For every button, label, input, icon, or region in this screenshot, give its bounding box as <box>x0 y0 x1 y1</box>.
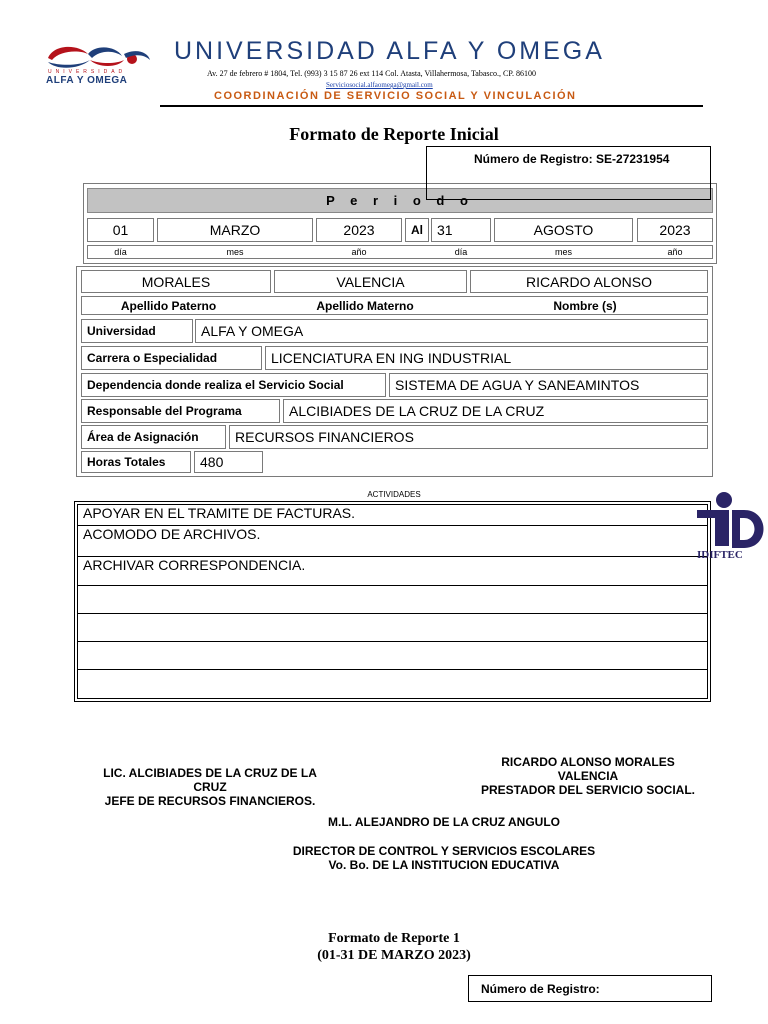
activity-row-4[interactable] <box>78 586 707 614</box>
apellido-paterno-field[interactable]: MORALES <box>81 270 271 293</box>
dependencia-label: Dependencia donde realiza el Servicio Social <box>81 373 386 397</box>
apellido-materno-label: Apellido Materno <box>316 298 414 313</box>
university-name: UNIVERSIDAD ALFA Y OMEGA <box>174 37 605 65</box>
university-email-link[interactable]: Serviciosocial.alfaomega@gmail.com <box>326 81 433 89</box>
apellido-paterno-label: Apellido Paterno <box>120 298 217 313</box>
activity-row-3[interactable]: ARCHIVAR CORRESPONDENCIA. <box>78 557 707 586</box>
activity-row-1[interactable]: APOYAR EN EL TRAMITE DE FACTURAS. <box>78 505 707 526</box>
area-label: Área de Asignación <box>81 425 226 449</box>
registro-number: Número de Registro: SE-27231954 <box>474 152 670 166</box>
logo-small-text: UNIVERSIDAD <box>48 69 127 75</box>
horas-label: Horas Totales <box>81 451 191 473</box>
footer-title-block <box>244 930 544 964</box>
caption-dia-end: día <box>454 247 468 257</box>
carrera-field[interactable]: LICENCIATURA EN ING INDUSTRIAL <box>265 346 708 370</box>
al-label: Al <box>405 218 429 242</box>
signature-center-role-line-2: Vo. Bo. DE LA INSTITUCION EDUCATIVA <box>328 858 560 872</box>
start-month-field[interactable]: MARZO <box>157 218 313 242</box>
signature-left-line-3: JEFE DE RECURSOS FINANCIEROS. <box>104 794 316 808</box>
footer-registro-box: Número de Registro: <box>468 975 712 1002</box>
end-day-field[interactable]: 31 <box>431 218 491 242</box>
responsable-field[interactable]: ALCIBIADES DE LA CRUZ DE LA CRUZ <box>283 399 708 423</box>
idiftec-logo <box>694 490 768 554</box>
dependencia-field[interactable]: SISTEMA DE AGUA Y SANEAMINTOS <box>389 373 708 397</box>
signature-right-line-2: VALENCIA <box>557 769 619 783</box>
start-day-field[interactable]: 01 <box>87 218 154 242</box>
universidad-field[interactable]: ALFA Y OMEGA <box>195 319 708 343</box>
signature-center-name: M.L. ALEJANDRO DE LA CRUZ ANGULO <box>328 815 560 829</box>
signature-center-role <box>224 844 664 872</box>
activities-table <box>77 504 708 699</box>
signature-right-line-1: RICARDO ALONSO MORALES <box>501 755 675 769</box>
start-year-field[interactable]: 2023 <box>316 218 402 242</box>
area-field[interactable]: RECURSOS FINANCIEROS <box>229 425 708 449</box>
periodo-heading: P e r i o d o <box>87 188 713 213</box>
carrera-label: Carrera o Especialidad <box>81 346 262 370</box>
signature-center-role-line-1: DIRECTOR DE CONTROL Y SERVICIOS ESCOLARES <box>292 844 596 858</box>
activity-row-7[interactable] <box>78 670 707 698</box>
caption-mes-end: mes <box>554 247 572 257</box>
activities-label: ACTIVIDADES <box>367 490 421 499</box>
activity-row-5[interactable] <box>78 614 707 642</box>
horas-field[interactable]: 480 <box>194 451 263 473</box>
universidad-label: Universidad <box>81 319 193 343</box>
footer-title: Formato de Reporte 1 <box>328 931 460 946</box>
caption-mes: mes <box>226 247 244 257</box>
signature-right <box>458 755 718 797</box>
nombre-field[interactable]: RICARDO ALONSO <box>470 270 708 293</box>
signature-left <box>80 766 340 808</box>
university-address: Av. 27 de febrero # 1804, Tel. (993) 3 15 87 26 ext 114 Col. Atasta, Villahermosa, Tabasco., CP. 86100 <box>207 69 536 78</box>
activity-row-2[interactable]: ACOMODO DE ARCHIVOS. <box>78 526 707 557</box>
caption-anio-end: año <box>667 247 683 257</box>
caption-dia: día <box>114 247 127 257</box>
activity-row-6[interactable] <box>78 642 707 670</box>
header-divider <box>160 105 703 107</box>
footer-subtitle: (01-31 DE MARZO 2023) <box>317 948 471 963</box>
end-month-field[interactable]: AGOSTO <box>494 218 633 242</box>
end-year-field[interactable]: 2023 <box>637 218 713 242</box>
apellido-materno-field[interactable]: VALENCIA <box>274 270 467 293</box>
signature-left-line-1: LIC. ALCIBIADES DE LA CRUZ DE LA <box>103 766 317 780</box>
signature-left-line-2: CRUZ <box>193 780 227 794</box>
responsable-label: Responsable del Programa <box>81 399 280 423</box>
signature-right-line-3: PRESTADOR DEL SERVICIO SOCIAL. <box>480 783 696 797</box>
nombre-label: Nombre (s) <box>553 298 617 313</box>
document-title: Formato de Reporte Inicial <box>289 124 499 144</box>
idiftec-logo-text: IDIFTEC <box>697 549 743 561</box>
logo-text: ALFA Y OMEGA <box>46 75 128 86</box>
caption-anio: año <box>351 247 367 257</box>
coordination-heading: COORDINACIÓN DE SERVICIO SOCIAL Y VINCULACIÓN <box>214 90 577 102</box>
